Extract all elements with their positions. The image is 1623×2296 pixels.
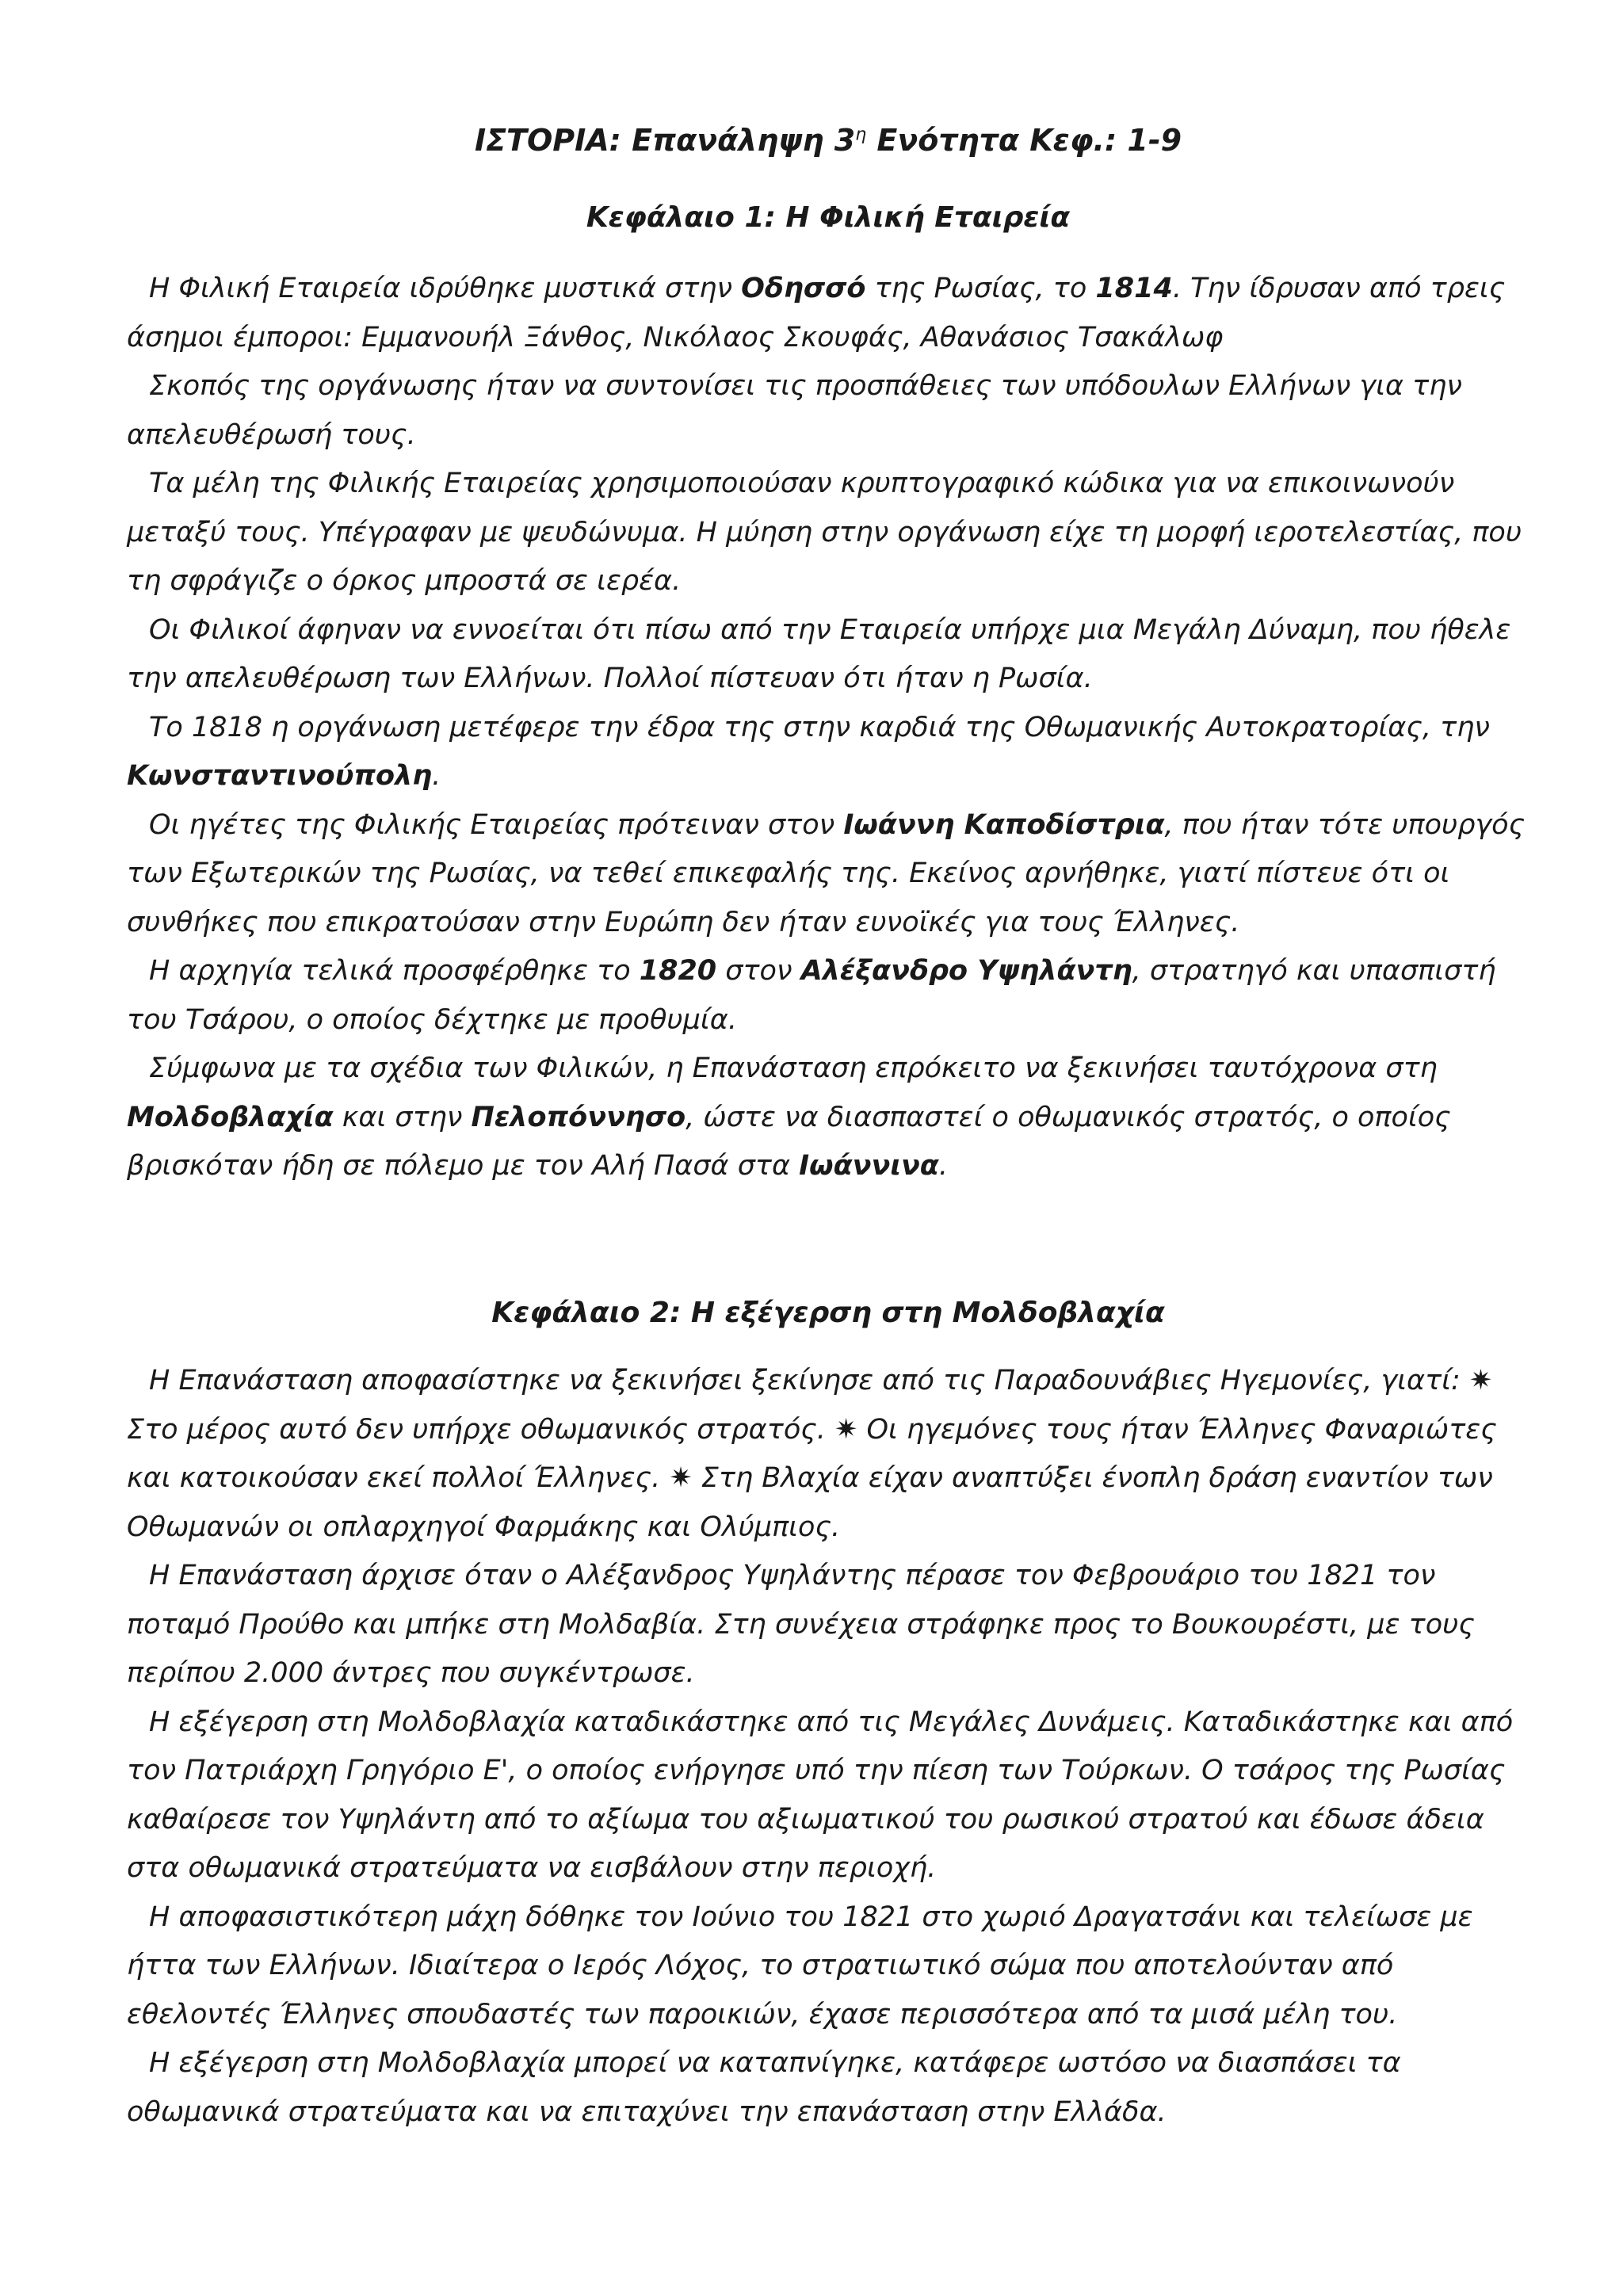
paragraph	[127, 1552, 1529, 1698]
text-run: και στην	[333, 1101, 472, 1133]
text-run: Οι Φιλικοί άφηναν να εννοείται ότι πίσω από την Εταιρεία υπήρχε μια Μεγάλη Δύναμη, που ήθελε την απελευθέρωση των Ελλήνων. Πολλοί πίστευαν ότι ήταν η Ρωσία.	[127, 613, 1511, 694]
bold-text: 1820	[639, 955, 717, 987]
paragraph	[127, 265, 1529, 362]
text-run: Το 1818 η οργάνωση μετέφερε την έδρα της στην καρδιά της Οθωμανικής Αυτοκρατορίας, την	[149, 711, 1490, 743]
text-run: .	[938, 1150, 948, 1182]
text-run: , στρατηγό και υπασπιστή του Τσάρου, ο οποίος δέχτηκε με προθυμία.	[127, 955, 1496, 1036]
paragraph	[127, 704, 1529, 801]
text-run: Η εξέγερση στη Μολδοβλαχία μπορεί να καταπνίγηκε, κατάφερε ωστόσο να διασπάσει τα οθωμανικά στρατεύματα και να επιταχύνει την επανάσταση στην Ελλάδα.	[127, 2047, 1401, 2128]
chapter-1-title: Κεφάλαιο 1: Η Φιλική Εταιρεία	[586, 201, 1071, 234]
title-prefix: ΙΣΤΟΡΙΑ: Επανάληψη 3	[474, 123, 856, 158]
paragraph	[127, 1045, 1529, 1191]
text-run: , που ήταν τότε υπουργός των Εξωτερικών της Ρωσίας, να τεθεί επικεφαλής της. Εκείνος αρνήθηκε, γιατί πίστευε ότι οι συνθήκες που επικρατούσαν στην Ευρώπη δεν ήταν ευνοϊκές για τους Έλληνες.	[127, 808, 1526, 938]
text-run: Η Επανάσταση άρχισε όταν ο Αλέξανδρος Υψηλάντης πέρασε τον Φεβρουάριο του 1821 τον ποταμό Προύθο και μπήκε στη Μολδαβία. Στη συνέχεια στράφηκε προς το Βουκουρέστι, με τους περίπου 2.000 άντρες που συγκέντρωσε.	[127, 1560, 1475, 1689]
chapter-1-body	[127, 265, 1529, 1191]
paragraph	[127, 606, 1529, 704]
text-run: Η Επανάσταση αποφασίστηκε να ξεκινήσει ξεκίνησε από τις Παραδουνάβιες Ηγεμονίες, γιατί: ✷ Στο μέρος αυτό δεν υπήρχε οθωμανικός στρατός. ✷ Οι ηγεμόνες τους ήταν Έλληνες Φαναριώτες και κατοικούσαν εκεί πολλοί Έλληνες. ✷ Στη Βλαχία είχαν αναπτύξει ένοπλη δράση εναντίον των Οθωμανών οι οπλαρχηγοί Φαρμάκης και Ολύμπιος.	[127, 1365, 1497, 1543]
text-run: Σύμφωνα με τα σχέδια των Φιλικών, η Επανάσταση επρόκειτο να ξεκινήσει ταυτόχρονα στη	[149, 1052, 1438, 1084]
paragraph	[127, 801, 1529, 948]
text-run: Οι ηγέτες της Φιλικής Εταιρείας πρότειναν στον	[149, 808, 844, 841]
paragraph	[127, 1357, 1529, 1552]
text-run: Τα μέλη της Φιλικής Εταιρείας χρησιμοποιούσαν κρυπτογραφικό κώδικα για να επικοινωνούν μεταξύ τους. Υπέγραφαν με ψευδώνυμα. Η μύηση στην οργάνωση είχε τη μορφή ιεροτελεστίας, που τη σφράγιζε ο όρκος μπροστά σε ιερέα.	[127, 468, 1522, 597]
paragraph	[127, 1893, 1529, 2040]
paragraph	[127, 1698, 1529, 1893]
text-run: . Την ίδρυσαν από τρεις άσημοι έμποροι: Εμμανουήλ Ξάνθος, Νικόλαος Σκουφάς, Αθανάσιος Τσακάλωφ	[127, 273, 1506, 353]
paragraph	[127, 362, 1529, 460]
bold-text: Ιωάννινα	[799, 1150, 939, 1182]
text-run: .	[432, 760, 441, 792]
text-run: στον	[716, 955, 801, 987]
bold-text: Ιωάννη Καποδίστρια	[843, 808, 1165, 841]
paragraph	[127, 460, 1529, 606]
text-run: Η αρχηγία τελικά προσφέρθηκε το	[149, 955, 640, 987]
title-suffix: Ενότητα Κεφ.: 1-9	[866, 123, 1182, 158]
title-superscript: η	[855, 124, 867, 145]
bold-text: Πελοπόννησο	[471, 1101, 686, 1133]
bold-text: Κωνσταντινούπολη	[127, 760, 433, 792]
text-run: της Ρωσίας, το	[865, 273, 1096, 304]
bold-text: Οδησσό	[741, 273, 866, 304]
text-run: Η αποφασιστικότερη μάχη δόθηκε τον Ιούνιο του 1821 στο χωριό Δραγατσάνι και τελείωσε με ήττα των Ελλήνων. Ιδιαίτερα ο Ιερός Λόχος, το στρατιωτικό σώμα που αποτελούνταν από εθελοντές Έλληνες σπουδαστές των παροικιών, έχασε περισσότερα από τα μισά μέλη του.	[127, 1901, 1473, 2030]
text-run: Σκοπός της οργάνωσης ήταν να συντονίσει τις προσπάθειες των υπόδουλων Ελλήνων για την απελευθέρωσή τους.	[127, 370, 1462, 451]
bold-text: Μολδοβλαχία	[127, 1101, 334, 1133]
text-run: Η Φιλική Εταιρεία ιδρύθηκε μυστικά στην	[149, 273, 742, 304]
paragraph	[127, 947, 1529, 1045]
chapter-2-body	[127, 1357, 1529, 2137]
chapter-2-title: Κεφάλαιο 2: Η εξέγερση στη Μολδοβλαχία	[491, 1297, 1165, 1329]
document-title	[127, 117, 1529, 164]
text-run: Η εξέγερση στη Μολδοβλαχία καταδικάστηκε από τις Μεγάλες Δυνάμεις. Καταδικάστηκε και από τον Πατριάρχη Γρηγόριο Ε', ο οποίος ενήργησε υπό την πίεση των Τούρκων. Ο τσάρος της Ρωσίας καθαίρεσε τον Υψηλάντη από το αξίωμα του αξιωματικού του ρωσικού στρατού και έδωσε άδεια στα οθωμανικά στρατεύματα να εισβάλουν στην περιοχή.	[127, 1706, 1514, 1884]
bold-text: Αλέξανδρο Υψηλάντη	[800, 955, 1132, 987]
text-run: , ώστε να διασπαστεί ο οθωμανικός στρατός, ο οποίος βρισκόταν ήδη σε πόλεμο με τον Αλή Πασά στα	[127, 1101, 1451, 1182]
bold-text: 1814	[1095, 273, 1173, 304]
paragraph	[127, 2039, 1529, 2137]
